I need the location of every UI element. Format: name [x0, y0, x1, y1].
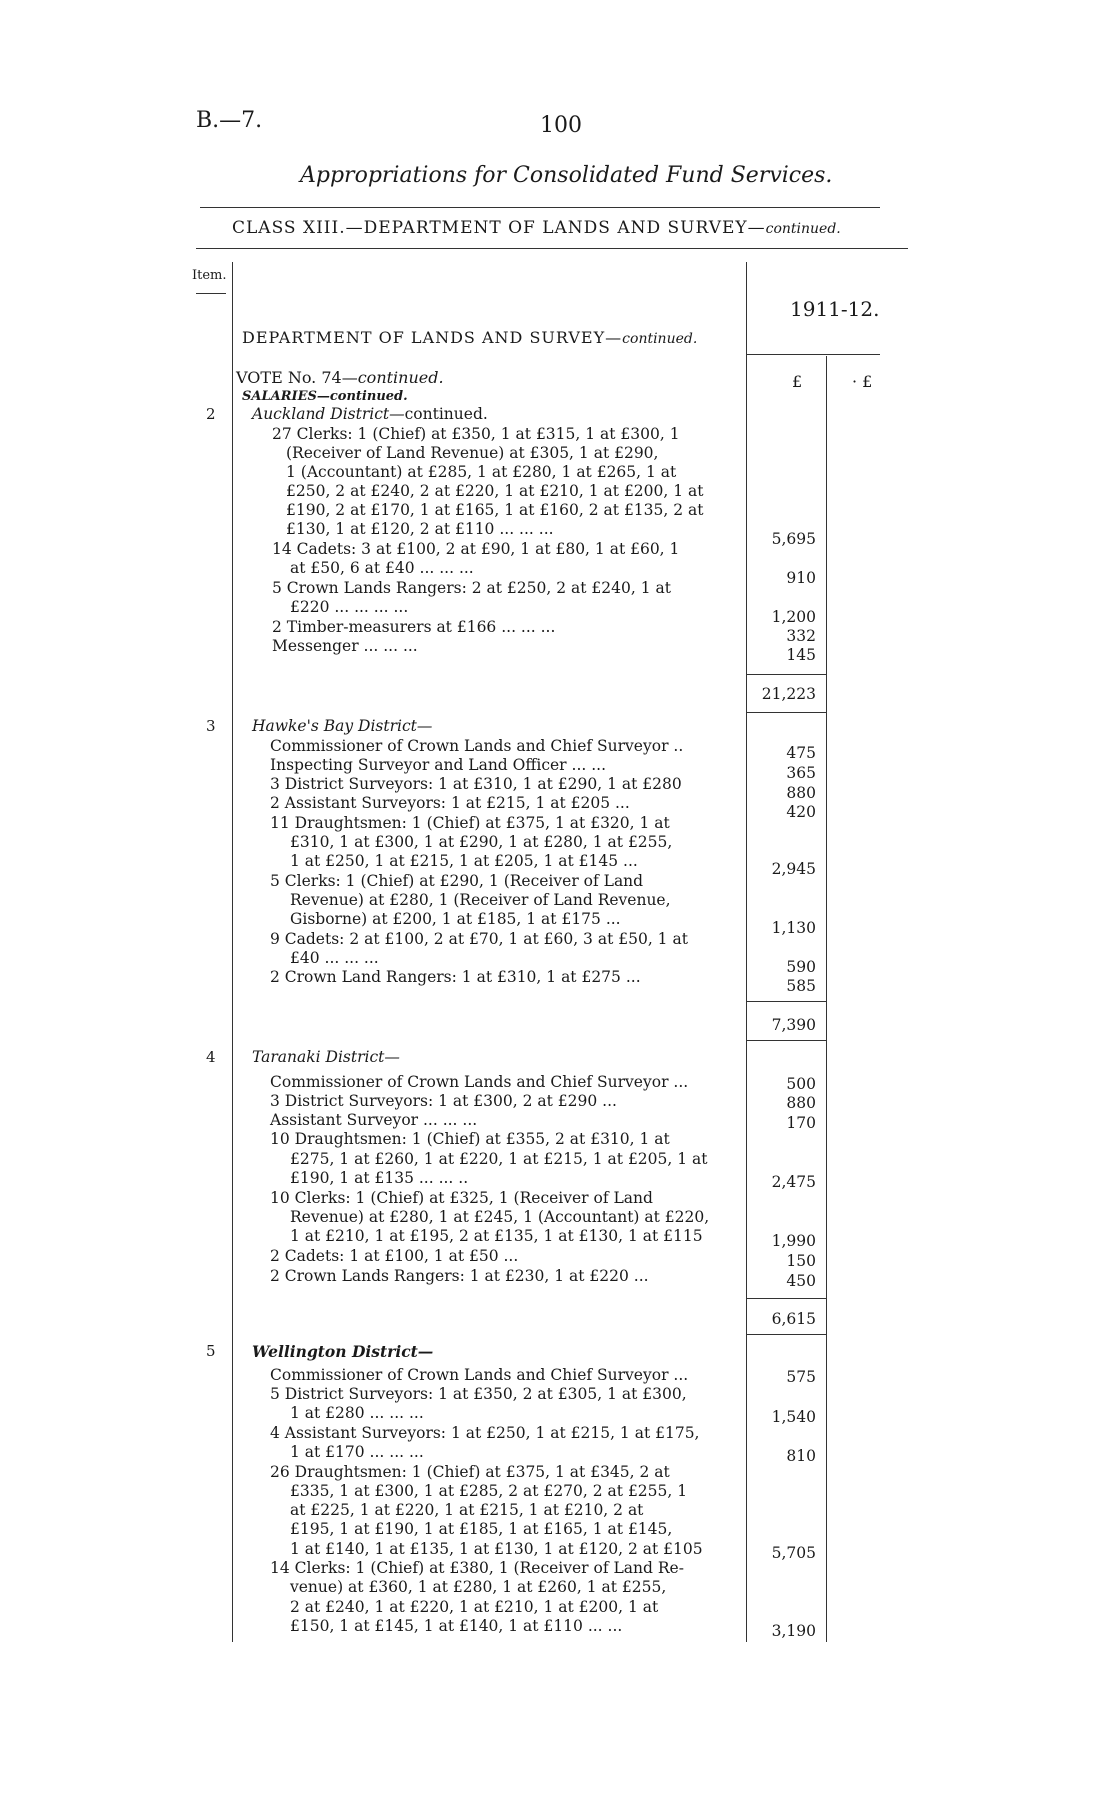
auckland-line: (Receiver of Land Revenue) at £305, 1 at £290, — [286, 444, 659, 462]
auckland-amount: 332 — [786, 627, 816, 645]
year-heading: 1911-12. — [790, 297, 880, 321]
wellington-line: Commissioner of Crown Lands and Chief Surveyor ... — [270, 1366, 689, 1384]
hawkes-bay-line: Commissioner of Crown Lands and Chief Surveyor .. — [270, 737, 684, 755]
hawkes-bay-line: Gisborne) at £200, 1 at £185, 1 at £175 ... — [290, 910, 621, 928]
wellington-line: 1 at £140, 1 at £135, 1 at £130, 1 at £120, 2 at £105 — [290, 1540, 703, 1558]
auckland-line: 27 Clerks: 1 (Chief) at £350, 1 at £315, 1 at £300, 1 — [272, 425, 680, 443]
department-heading: DEPARTMENT OF LANDS AND SURVEY—continued. — [242, 328, 698, 347]
item-heading-rule — [196, 293, 226, 294]
auckland-line: 2 Timber-measurers at £166 ... ... ... — [272, 618, 556, 636]
hawkes-bay-line: Revenue) at £280, 1 (Receiver of Land Revenue, — [290, 891, 671, 909]
taranaki-line: Assistant Surveyor ... ... ... — [270, 1111, 478, 1129]
item-column-heading: Item. — [192, 268, 227, 283]
taranaki-amount: 170 — [786, 1114, 816, 1132]
item-number-2: 2 — [206, 405, 216, 423]
wellington-line: 1 at £170 ... ... ... — [290, 1443, 424, 1461]
page-subtitle: Appropriations for Consolidated Fund Services. — [300, 163, 833, 188]
item-number-3: 3 — [206, 717, 216, 735]
auckland-line: 5 Crown Lands Rangers: 2 at £250, 2 at £240, 1 at — [272, 579, 671, 597]
auckland-amount: 5,695 — [771, 530, 816, 548]
hawkes-bay-amount: 475 — [786, 744, 816, 762]
taranaki-amount: 150 — [786, 1252, 816, 1270]
vote-line: VOTE No. 74—continued. — [236, 368, 444, 387]
hawkes-bay-amount: 2,945 — [771, 860, 816, 878]
taranaki-line: 10 Draughtsmen: 1 (Chief) at £355, 2 at £310, 1 at — [270, 1130, 670, 1148]
wellington-amount: 5,705 — [771, 1544, 816, 1562]
wellington-line: £195, 1 at £190, 1 at £185, 1 at £165, 1 at £145, — [290, 1520, 673, 1538]
year-rule — [746, 354, 880, 355]
hawkes-bay-amount: 420 — [786, 803, 816, 821]
taranaki-line: Revenue) at £280, 1 at £245, 1 (Accountant) at £220, — [290, 1208, 710, 1226]
taranaki-line: £275, 1 at £260, 1 at £220, 1 at £215, 1 at £205, 1 at — [290, 1150, 708, 1168]
document-reference: B.—7. — [196, 108, 263, 133]
hawkes-bay-line: 3 District Surveyors: 1 at £310, 1 at £290, 1 at £280 — [270, 775, 682, 793]
page-number: 100 — [540, 113, 582, 138]
taranaki-line: 1 at £210, 1 at £195, 2 at £135, 1 at £130, 1 at £115 — [290, 1227, 703, 1245]
taranaki-amount: 450 — [786, 1272, 816, 1290]
amount-column-divider — [746, 262, 747, 1642]
wellington-line: 5 District Surveyors: 1 at £350, 2 at £305, 1 at £300, — [270, 1385, 687, 1403]
hawkes-bay-line: £310, 1 at £300, 1 at £290, 1 at £280, 1 at £255, — [290, 833, 673, 851]
item-column-divider — [232, 262, 233, 1642]
taranaki-line: 2 Cadets: 1 at £100, 1 at £50 ... — [270, 1247, 519, 1265]
hawkes-bay-line: £40 ... ... ... — [290, 949, 379, 967]
taranaki-line: 3 District Surveyors: 1 at £300, 2 at £290 ... — [270, 1092, 617, 1110]
auckland-line: 1 (Accountant) at £285, 1 at £280, 1 at £265, 1 at — [286, 463, 677, 481]
taranaki-line: 10 Clerks: 1 (Chief) at £325, 1 (Receiver of Land — [270, 1189, 653, 1207]
wellington-line: 1 at £280 ... ... ... — [290, 1404, 424, 1422]
taranaki-total-rule-bottom — [746, 1334, 826, 1335]
auckland-amount: 910 — [786, 569, 816, 587]
auckland-amount: 1,200 — [771, 608, 816, 626]
rule-top — [200, 207, 880, 208]
hawkes-bay-total-rule — [746, 1001, 826, 1002]
hawkes-bay-line: 11 Draughtsmen: 1 (Chief) at £375, 1 at £320, 1 at — [270, 814, 670, 832]
wellington-heading: Wellington District— — [252, 1342, 434, 1361]
taranaki-line: 2 Crown Lands Rangers: 1 at £230, 1 at £220 ... — [270, 1267, 649, 1285]
auckland-line: 14 Cadets: 3 at £100, 2 at £90, 1 at £80, 1 at £60, 1 — [272, 540, 680, 558]
auckland-line: £220 ... ... ... ... — [290, 598, 409, 616]
auckland-heading: Auckland District—continued. — [252, 405, 488, 423]
salaries-line: SALARIES—continued. — [242, 389, 408, 404]
auckland-amount: 145 — [786, 646, 816, 664]
wellington-amount: 575 — [786, 1368, 816, 1386]
hawkes-bay-line: 9 Cadets: 2 at £100, 2 at £70, 1 at £60, 3 at £50, 1 at — [270, 930, 688, 948]
rule-under-class — [196, 248, 908, 249]
wellington-line: £150, 1 at £145, 1 at £140, 1 at £110 ... ... — [290, 1617, 623, 1635]
hawkes-bay-heading: Hawke's Bay District— — [252, 717, 433, 735]
hawkes-bay-line: 2 Crown Land Rangers: 1 at £310, 1 at £275 ... — [270, 968, 641, 986]
auckland-total-rule — [746, 674, 826, 675]
wellington-line: 2 at £240, 1 at £220, 1 at £210, 1 at £200, 1 at — [290, 1598, 659, 1616]
amount-column-divider-2 — [826, 356, 827, 1642]
wellington-line: 26 Draughtsmen: 1 (Chief) at £375, 1 at £345, 2 at — [270, 1463, 670, 1481]
taranaki-amount: 2,475 — [771, 1173, 816, 1191]
wellington-line: £335, 1 at £300, 1 at £285, 2 at £270, 2 at £255, 1 — [290, 1482, 688, 1500]
wellington-line: 4 Assistant Surveyors: 1 at £250, 1 at £215, 1 at £175, — [270, 1424, 700, 1442]
class-heading: CLASS XIII.—DEPARTMENT OF LANDS AND SURVEY—continued. — [232, 218, 841, 238]
pound-column-1: £ — [792, 372, 803, 391]
auckland-line: Messenger ... ... ... — [272, 637, 418, 655]
wellington-line: 14 Clerks: 1 (Chief) at £380, 1 (Receiver of Land Re- — [270, 1559, 684, 1577]
item-number-5: 5 — [206, 1342, 216, 1360]
hawkes-bay-amount: 880 — [786, 784, 816, 802]
hawkes-bay-amount: 585 — [786, 977, 816, 995]
taranaki-total-rule — [746, 1298, 826, 1299]
hawkes-bay-line: 1 at £250, 1 at £215, 1 at £205, 1 at £145 ... — [290, 852, 638, 870]
auckland-line: £130, 1 at £120, 2 at £110 ... ... ... — [286, 520, 554, 538]
hawkes-bay-line: Inspecting Surveyor and Land Officer ... ... — [270, 756, 607, 774]
pound-column-2: · £ — [852, 372, 873, 391]
taranaki-amount: 1,990 — [771, 1232, 816, 1250]
taranaki-line: £190, 1 at £135 ... ... .. — [290, 1169, 469, 1187]
wellington-amount: 3,190 — [771, 1622, 816, 1640]
taranaki-heading: Taranaki District— — [252, 1048, 400, 1066]
hawkes-bay-amount: 365 — [786, 764, 816, 782]
auckland-line: £190, 2 at £170, 1 at £165, 1 at £160, 2 at £135, 2 at — [286, 501, 704, 519]
taranaki-amount: 880 — [786, 1094, 816, 1112]
wellington-line: venue) at £360, 1 at £280, 1 at £260, 1 at £255, — [290, 1578, 667, 1596]
taranaki-line: Commissioner of Crown Lands and Chief Surveyor ... — [270, 1073, 689, 1091]
auckland-total-rule-bottom — [746, 712, 826, 713]
wellington-amount: 1,540 — [771, 1408, 816, 1426]
hawkes-bay-line: 5 Clerks: 1 (Chief) at £290, 1 (Receiver of Land — [270, 872, 644, 890]
hawkes-bay-total-rule-bottom — [746, 1040, 826, 1041]
hawkes-bay-total: 7,390 — [771, 1016, 816, 1034]
taranaki-amount: 500 — [786, 1075, 816, 1093]
auckland-line: £250, 2 at £240, 2 at £220, 1 at £210, 1 at £200, 1 at — [286, 482, 704, 500]
hawkes-bay-line: 2 Assistant Surveyors: 1 at £215, 1 at £205 ... — [270, 794, 630, 812]
taranaki-total: 6,615 — [771, 1310, 816, 1328]
auckland-line: at £50, 6 at £40 ... ... ... — [290, 559, 474, 577]
hawkes-bay-amount: 1,130 — [771, 919, 816, 937]
auckland-total: 21,223 — [761, 685, 816, 703]
wellington-amount: 810 — [786, 1447, 816, 1465]
hawkes-bay-amount: 590 — [786, 958, 816, 976]
item-number-4: 4 — [206, 1048, 216, 1066]
wellington-line: at £225, 1 at £220, 1 at £215, 1 at £210, 2 at — [290, 1501, 644, 1519]
